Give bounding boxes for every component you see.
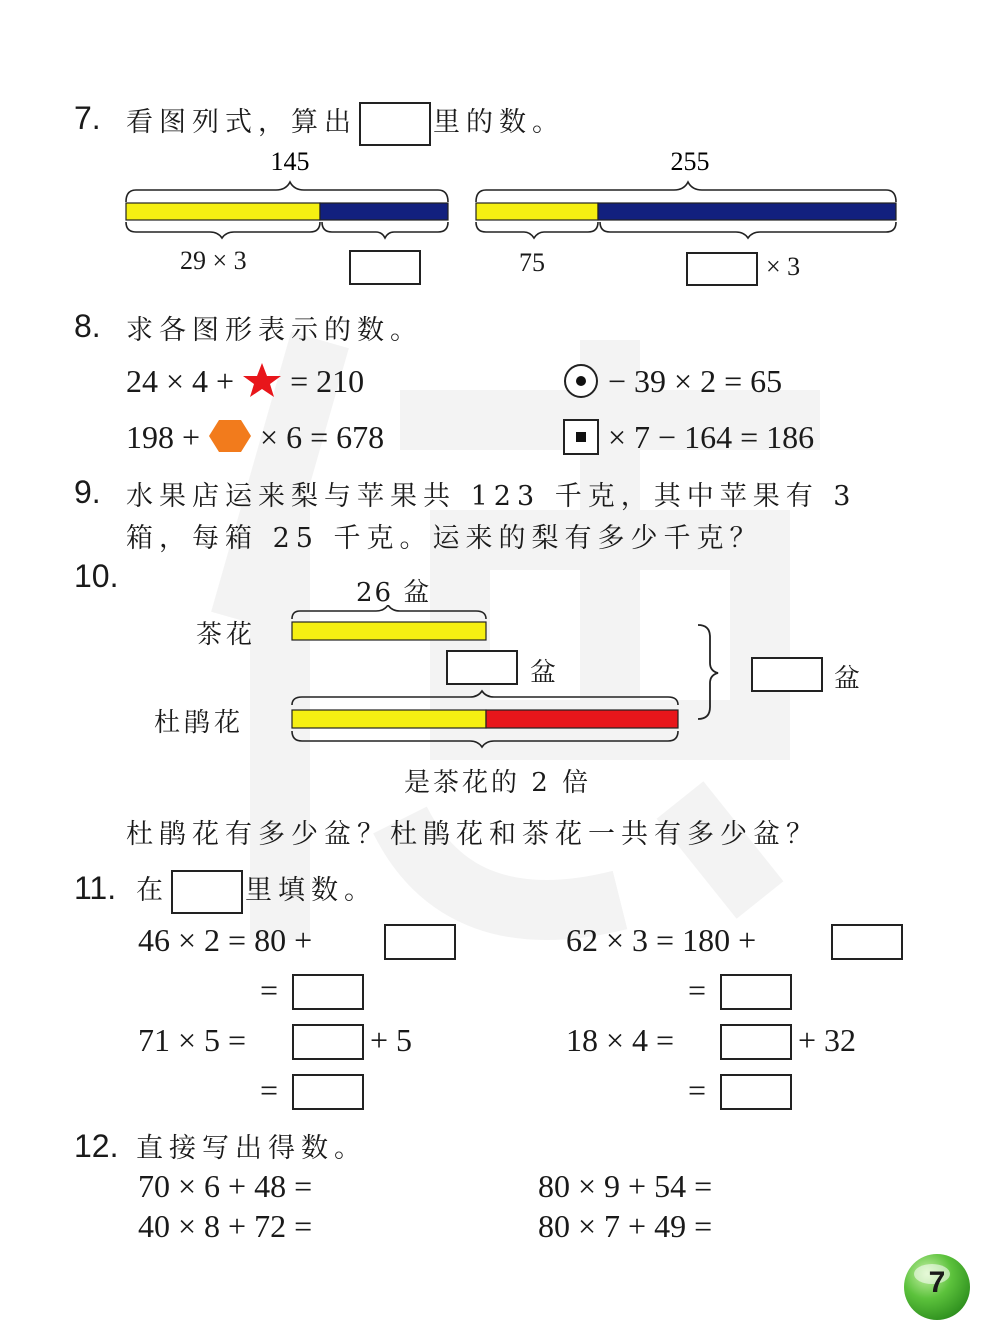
q12-number: 12. [74, 1128, 119, 1164]
q10-top-brace [292, 605, 486, 619]
q8-eq1-suffix: = 210 [290, 363, 365, 399]
q10-right-brace [698, 625, 718, 719]
q7-right-navy-bar [598, 203, 896, 220]
q12-item-4: 80 × 7 + 49 = [538, 1208, 713, 1244]
q11-a2-box[interactable] [292, 1024, 364, 1060]
q7-left-bottom-brace-1 [126, 222, 320, 238]
q8-eq3-suffix: × 6 = 678 [260, 419, 385, 455]
q7-number: 7. [74, 100, 101, 136]
q8-eq1 [126, 362, 364, 400]
q7-left-yellow-bar [126, 203, 320, 220]
q11-b2-post: + 32 [798, 1022, 857, 1058]
q9-line1: 水果店运来梨与苹果共 123 千克，其中苹果有 3 [126, 481, 857, 512]
q8-eq2-suffix: − 39 × 2 = 65 [608, 363, 783, 399]
q7-right-top-brace [476, 182, 896, 202]
q11-title [136, 868, 377, 914]
q7-left-answer-box[interactable] [349, 250, 421, 285]
page-number-badge [902, 1252, 972, 1322]
q12-item-2: 80 × 9 + 54 = [538, 1168, 713, 1204]
q10-azalea-yellow-bar [292, 710, 486, 728]
q10-azalea-top-brace [292, 691, 678, 705]
q11-b1-result-box[interactable] [720, 974, 792, 1010]
q11-b2-box[interactable] [720, 1024, 792, 1060]
q11-a1: 46 × 2 = 80 + [138, 922, 313, 958]
q10-row2-label: 杜鹃花 [154, 708, 245, 738]
q10-tea-bar [292, 622, 486, 640]
q10-number: 10. [74, 558, 119, 594]
q10-row1-label: 茶花 [196, 620, 257, 650]
q7-title-part-a: 看图列式，算出 [126, 107, 357, 138]
q11-title-box [171, 870, 243, 914]
q12-item-1: 70 × 6 + 48 = [138, 1168, 313, 1204]
q11-title-part-b: 里填数。 [245, 875, 377, 906]
q10-question: 杜鹃花有多少盆？杜鹃花和茶花一共有多少盆？ [126, 819, 819, 850]
q7-left-part-expr: 29 × 3 [180, 246, 247, 275]
q11-a1-result-box[interactable] [292, 974, 364, 1010]
circle-dot-icon [562, 362, 600, 400]
q11-a2-eq: = [260, 1072, 279, 1108]
q7-right-yellow-bar [476, 203, 598, 220]
q7-right-times: × 3 [766, 252, 801, 281]
q10-bottom-brace [292, 731, 678, 747]
q7-title-part-b: 里的数。 [433, 107, 565, 138]
q10-diff-box[interactable] [446, 650, 518, 685]
q8-title: 求各图形表示的数。 [126, 315, 423, 346]
q11-a2-pre: 71 × 5 = [138, 1022, 247, 1058]
q9-line2: 箱，每箱 25 千克。运来的梨有多少千克？ [126, 523, 763, 554]
q7-left-total: 145 [270, 147, 310, 176]
q10-total-box[interactable] [751, 657, 823, 692]
q8-eq4-suffix: × 7 − 164 = 186 [608, 419, 815, 455]
q7-right-answer-box[interactable] [686, 252, 758, 286]
q7-right-part: 75 [519, 248, 545, 277]
q11-b1: 62 × 3 = 180 + [566, 922, 757, 958]
q11-b1-box[interactable] [831, 924, 903, 960]
q11-a1-eq: = [260, 972, 279, 1008]
page-number: 7 [928, 1266, 946, 1299]
q7-title-box [359, 102, 431, 146]
q7-right-bottom-brace-2 [600, 222, 896, 238]
q10-total-unit: 盆 [834, 664, 861, 694]
q7-left-navy-bar [320, 203, 448, 220]
q10-bottom-label: 是茶花的 2 倍 [404, 768, 592, 798]
square-dot-icon [562, 418, 600, 456]
q7-right-total: 255 [670, 147, 710, 176]
q8-number: 8. [74, 308, 101, 344]
q10-diff-unit: 盆 [530, 658, 557, 688]
q7-right-bottom-brace-1 [476, 222, 598, 238]
q12-title: 直接写出得数。 [136, 1133, 367, 1164]
star-icon [242, 362, 282, 398]
q8-eq3 [126, 418, 384, 456]
q7-left-bottom-brace-2 [322, 222, 448, 238]
q10-azalea-red-bar [486, 710, 678, 728]
q11-b2-pre: 18 × 4 = [566, 1022, 675, 1058]
q11-a1-box[interactable] [384, 924, 456, 960]
q8-eq4 [562, 418, 814, 456]
q8-eq3-prefix: 198 + [126, 419, 201, 455]
q7-title [126, 100, 565, 146]
q7-left-top-brace [126, 182, 448, 202]
hexagon-icon [208, 418, 252, 454]
q8-eq1-prefix: 24 × 4 + [126, 363, 235, 399]
q11-b2-eq: = [688, 1072, 707, 1108]
q12-item-3: 40 × 8 + 72 = [138, 1208, 313, 1244]
q7-diagram [100, 140, 920, 250]
q11-number: 11. [74, 870, 117, 906]
q10-top-label: 26 盆 [356, 578, 432, 608]
q11-a2-post: + 5 [370, 1022, 413, 1058]
q11-b1-eq: = [688, 972, 707, 1008]
q8-eq2 [562, 362, 782, 400]
q11-a2-result-box[interactable] [292, 1074, 364, 1110]
q9-number: 9. [74, 474, 101, 510]
q11-b2-result-box[interactable] [720, 1074, 792, 1110]
q11-title-part-a: 在 [136, 875, 169, 906]
